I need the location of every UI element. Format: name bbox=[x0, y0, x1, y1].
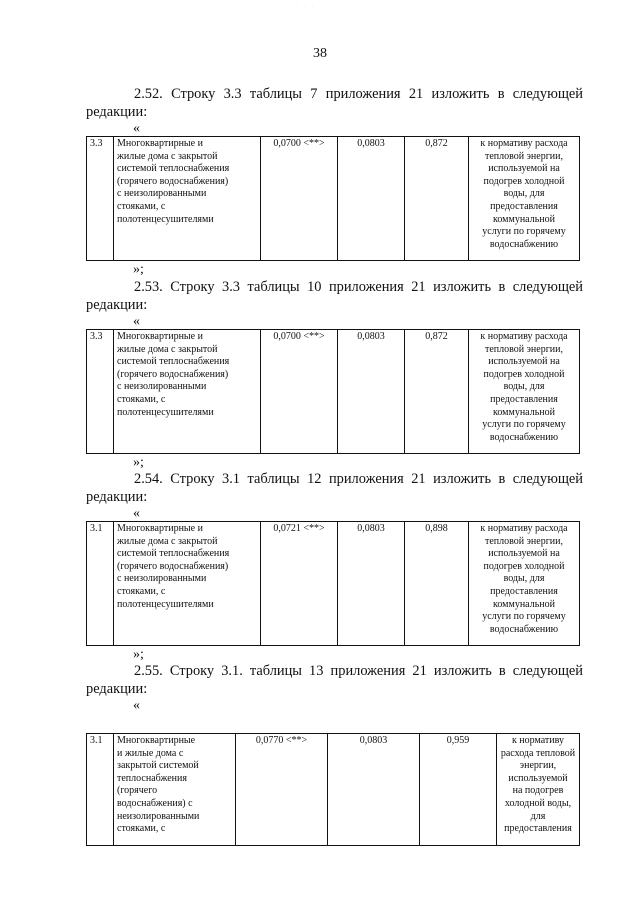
paragraph-2-53-cont: редакции: bbox=[86, 297, 148, 313]
row-number: 3.1 bbox=[87, 734, 114, 846]
table-row bbox=[87, 330, 580, 454]
cell-line: (горячего водоснабжения) bbox=[117, 368, 229, 380]
cell-line: предоставления bbox=[490, 393, 558, 405]
value-3: 0,898 bbox=[405, 522, 469, 646]
value-2: 0,0803 bbox=[338, 522, 405, 646]
close-quote: »; bbox=[133, 647, 144, 662]
cell-line: услуги по горячему bbox=[482, 226, 566, 238]
cell-line: жилые дома с закрытой bbox=[117, 343, 218, 355]
close-quote: »; bbox=[133, 262, 144, 277]
row-number: 3.3 bbox=[87, 330, 114, 454]
cell-line: воды, для bbox=[503, 381, 545, 393]
cell-line: водоснабжения) с bbox=[117, 797, 193, 809]
cell-line: системой теплоснабжения bbox=[117, 548, 230, 560]
cell-line: предоставления bbox=[490, 200, 558, 212]
cell-line: предоставления bbox=[490, 585, 558, 597]
value-3: 0,872 bbox=[405, 137, 469, 261]
open-quote: « bbox=[133, 506, 140, 521]
table-row bbox=[87, 734, 580, 846]
cell-line: расхода тепловой bbox=[500, 747, 576, 759]
value-2: 0,0803 bbox=[338, 330, 405, 454]
cell-line: теплоснабжения bbox=[117, 772, 187, 784]
cell-line: энергии, bbox=[519, 760, 557, 772]
cell-line: стояками, с bbox=[117, 393, 166, 405]
cell-line: полотенцесушителями bbox=[117, 406, 214, 418]
cell-line: коммунальной bbox=[493, 213, 555, 225]
value-2: 0,0803 bbox=[328, 734, 420, 846]
row-number: 3.1 bbox=[87, 522, 114, 646]
value-1: 0,0700 <**> bbox=[261, 137, 338, 261]
cell-line: (горячего водоснабжения) bbox=[117, 175, 229, 187]
cell-line: закрытой системой bbox=[117, 760, 199, 772]
cell-line: подогрев холодной bbox=[483, 560, 565, 572]
cell-line: Многоквартирные и bbox=[117, 523, 203, 534]
cell-line: системой теплоснабжения bbox=[117, 163, 230, 175]
cell-line: используемой на bbox=[488, 548, 560, 560]
cell-line: жилые дома с закрытой bbox=[117, 150, 218, 162]
cell-line: к нормативу расхода bbox=[480, 138, 568, 149]
cell-line: услуги по горячему bbox=[482, 419, 566, 431]
open-quote: « bbox=[133, 121, 140, 136]
cell-line: стояками, с bbox=[117, 200, 166, 212]
row-note bbox=[469, 330, 580, 454]
row-number: 3.3 bbox=[87, 137, 114, 261]
cell-line: предоставления bbox=[504, 823, 572, 835]
row-note bbox=[497, 734, 580, 846]
row-description bbox=[114, 330, 261, 454]
norm-table-2-53 bbox=[86, 329, 580, 454]
paragraph-2-55-cont: редакции: bbox=[86, 681, 148, 697]
cell-line: воды, для bbox=[503, 573, 545, 585]
close-quote: »; bbox=[133, 455, 144, 470]
cell-line: к нормативу bbox=[511, 735, 565, 746]
cell-line: используемой на bbox=[488, 163, 560, 175]
value-3: 0,959 bbox=[420, 734, 497, 846]
row-description bbox=[114, 137, 261, 261]
cell-line: используемой bbox=[508, 772, 568, 784]
row-description bbox=[114, 734, 236, 846]
value-2: 0,0803 bbox=[338, 137, 405, 261]
table-row bbox=[87, 522, 580, 646]
cell-line: неизолированными bbox=[117, 810, 200, 822]
cell-line: используемой на bbox=[488, 356, 560, 368]
cell-line: водоснабжению bbox=[489, 623, 559, 635]
cell-line: подогрев холодной bbox=[483, 175, 565, 187]
cell-line: холодной воды, bbox=[504, 797, 572, 809]
cell-line: тепловой энергии, bbox=[484, 343, 564, 355]
paragraph-2-52: 2.52. Строку 3.3 таблицы 7 приложения 21 изложить в следующей bbox=[134, 86, 583, 102]
cell-line: Многоквартирные и bbox=[117, 331, 203, 342]
cell-line: коммунальной bbox=[493, 406, 555, 418]
cell-line: тепловой энергии, bbox=[484, 150, 564, 162]
cell-line: водоснабжению bbox=[489, 238, 559, 250]
cell-line: жилые дома с закрытой bbox=[117, 535, 218, 547]
cell-line: для bbox=[530, 810, 546, 822]
cell-line: коммунальной bbox=[493, 598, 555, 610]
value-1: 0,0770 <**> bbox=[236, 734, 328, 846]
cell-line: полотенцесушителями bbox=[117, 213, 214, 225]
value-1: 0,0700 <**> bbox=[261, 330, 338, 454]
cell-line: подогрев холодной bbox=[483, 368, 565, 380]
row-note bbox=[469, 522, 580, 646]
cell-line: системой теплоснабжения bbox=[117, 356, 230, 368]
cell-line: стояками, с bbox=[117, 585, 166, 597]
cell-line: услуги по горячему bbox=[482, 611, 566, 623]
cell-line: к нормативу расхода bbox=[480, 523, 568, 534]
open-quote: « bbox=[133, 314, 140, 329]
cell-line: воды, для bbox=[503, 188, 545, 200]
cell-line: к нормативу расхода bbox=[480, 331, 568, 342]
open-quote: « bbox=[133, 698, 140, 713]
row-description bbox=[114, 522, 261, 646]
cell-line: (горячего водоснабжения) bbox=[117, 560, 229, 572]
paragraph-2-53: 2.53. Строку 3.3 таблицы 10 приложения 21 изложить в следующей bbox=[134, 279, 583, 295]
cell-line: с неизолированными bbox=[117, 573, 207, 585]
norm-table-2-55 bbox=[86, 733, 580, 846]
cell-line: полотенцесушителями bbox=[117, 598, 214, 610]
cell-line: (горячего bbox=[117, 785, 158, 797]
norm-table-2-54 bbox=[86, 521, 580, 646]
cell-line: тепловой энергии, bbox=[484, 535, 564, 547]
paragraph-2-55: 2.55. Строку 3.1. таблицы 13 приложения 21 изложить в следующей bbox=[134, 663, 583, 679]
cell-line: с неизолированными bbox=[117, 188, 207, 200]
cell-line: и жилые дома с bbox=[117, 747, 184, 759]
cell-line: стояками, с bbox=[117, 823, 166, 835]
cell-line: на подогрев bbox=[512, 785, 564, 797]
norm-table-2-52 bbox=[86, 136, 580, 261]
page-number: 38 bbox=[313, 46, 327, 61]
table-row bbox=[87, 137, 580, 261]
paragraph-2-54: 2.54. Строку 3.1 таблицы 12 приложения 21 изложить в следующей bbox=[134, 471, 583, 487]
paragraph-2-52-cont: редакции: bbox=[86, 104, 148, 120]
cell-line: с неизолированными bbox=[117, 381, 207, 393]
cell-line: водоснабжению bbox=[489, 431, 559, 443]
scan-artifact: · · ˙ ·˙˙ · ·˙· bbox=[258, 4, 316, 10]
cell-line: Многоквартирные bbox=[117, 735, 196, 746]
value-1: 0,0721 <**> bbox=[261, 522, 338, 646]
paragraph-2-54-cont: редакции: bbox=[86, 489, 148, 505]
cell-line: Многоквартирные и bbox=[117, 138, 203, 149]
value-3: 0,872 bbox=[405, 330, 469, 454]
row-note bbox=[469, 137, 580, 261]
